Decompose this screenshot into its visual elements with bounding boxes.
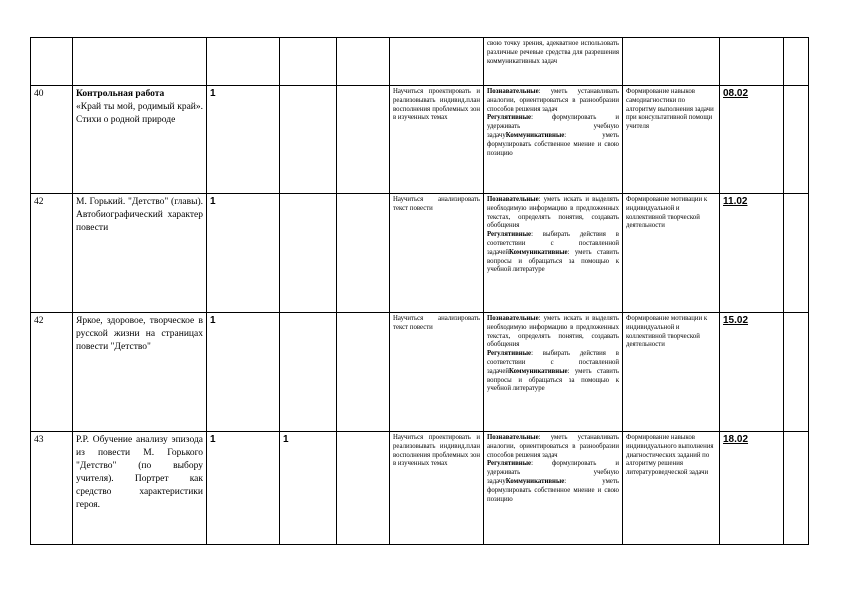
control-cell — [280, 86, 337, 194]
uud-text: : уметь ставить вопросы и обращаться за помощью к учебной литературе — [487, 248, 619, 274]
uud-label: Познавательные — [487, 315, 539, 322]
lesson-topic-cell — [73, 38, 207, 86]
lesson-topic-cell — [73, 313, 207, 432]
hours-cell — [207, 38, 280, 86]
empty-cell — [337, 313, 390, 432]
table-row — [31, 313, 809, 432]
uud-label: Коммуникативные — [508, 248, 568, 256]
goals-cell — [390, 194, 484, 313]
table-row — [31, 86, 809, 194]
control-cell — [280, 432, 337, 545]
personal-results: Формирование мотивации к индивидуальной и коллективной творческой деятельности — [626, 315, 708, 349]
uud-text: : уметь ставить вопросы и обращаться за помощью к учебной литературе — [487, 367, 619, 393]
uud-label: Познавательные — [487, 88, 539, 95]
date-cell — [720, 313, 784, 432]
uud-text: свою точку зрения, адекватное использовать различные речевые средства для разрешения коммуникативных задач — [487, 40, 619, 65]
control-cell — [280, 38, 337, 86]
uud-text: : формулировать и удерживать учебную задачу — [487, 460, 619, 485]
lesson-topic: М. Горький. "Детство" (главы). Автобиографический характер повести — [76, 197, 203, 233]
hours-cell — [207, 313, 280, 432]
extra-cell — [784, 194, 809, 313]
lesson-date: 18.02 — [723, 434, 749, 445]
uud-text: : уметь искать и выделять необходимую информацию в предложенных текстах, определять понятия, создавать обобщения — [487, 315, 619, 349]
hours-value: 1 — [210, 196, 216, 207]
lesson-topic-cell — [73, 432, 207, 545]
uud-text: : формулировать и удерживать учебную задачу — [487, 114, 619, 139]
hours-cell — [207, 194, 280, 313]
date-cell — [720, 38, 784, 86]
uud-text: : уметь устанавливать аналогии, ориентироваться в разнообразии способов решения задач — [487, 88, 619, 113]
personal-results-cell — [623, 86, 720, 194]
uud-label: Познавательные — [487, 434, 539, 441]
uud-label: Регулятивные — [487, 231, 532, 239]
control-value: 1 — [283, 434, 289, 445]
uud-cell — [484, 86, 623, 194]
learning-goals: Научиться анализировать текст повести — [393, 196, 480, 212]
lesson-topic-heading: Контрольная работа — [76, 89, 165, 99]
table-row — [31, 432, 809, 545]
lesson-date: 08.02 — [723, 88, 749, 99]
empty-cell — [337, 86, 390, 194]
uud-text: : уметь формулировать собственное мнение и свою позицию — [487, 131, 619, 157]
personal-results: Формирование навыков самодиагностики по алгоритму выполнения задачи при консультативной помощи учителя — [626, 88, 714, 131]
uud-label: Регулятивные — [487, 460, 532, 468]
lesson-topic-cell — [73, 86, 207, 194]
hours-cell — [207, 432, 280, 545]
lesson-topic: «Край ты мой, родимый край». Стихи о родной природе — [76, 102, 203, 125]
goals-cell — [390, 86, 484, 194]
uud-text: : уметь формулировать собственное мнение и свою позицию — [487, 477, 619, 503]
uud-label: Коммуникативные — [505, 477, 565, 485]
empty-cell — [337, 194, 390, 313]
lesson-number: 40 — [34, 89, 44, 99]
uud-label: Познавательные — [487, 196, 539, 203]
hours-cell — [207, 86, 280, 194]
extra-cell — [784, 86, 809, 194]
goals-cell — [390, 432, 484, 545]
learning-goals: Научиться проектировать и реализовывать индивид.план восполнения проблемных зон в изученных темах — [393, 434, 480, 468]
uud-cell — [484, 38, 623, 86]
uud-cell — [484, 432, 623, 545]
uud-label: Коммуникативные — [505, 131, 565, 139]
personal-results: Формирование навыков индивидуального выполнения диагностических заданий по алгоритму решения литературоведческой задачи — [626, 434, 714, 477]
date-cell — [720, 194, 784, 313]
hours-value: 1 — [210, 434, 216, 445]
personal-results-cell — [623, 432, 720, 545]
lesson-plan-table — [30, 37, 809, 545]
learning-goals: Научиться проектировать и реализовывать индивид.план восполнения проблемных зон в изученных темах — [393, 88, 480, 122]
lesson-topic-cell — [73, 194, 207, 313]
lesson-number: 42 — [34, 197, 44, 207]
uud-text: : уметь искать и выделять необходимую информацию в предложенных текстах, определять понятия, создавать обобщения — [487, 196, 619, 230]
lesson-number-cell — [31, 432, 73, 545]
uud-label: Регулятивные — [487, 114, 532, 122]
uud-text: : выбирать действия в соответствии с поставленной задачей — [487, 231, 619, 256]
date-cell — [720, 432, 784, 545]
extra-cell — [784, 38, 809, 86]
hours-value: 1 — [210, 315, 216, 326]
lesson-date: 11.02 — [723, 196, 748, 207]
goals-cell — [390, 38, 484, 86]
lesson-topic: Р.Р. Обучение анализу эпизода из повести М. Горького "Детство" (по выбору учителя). Портрет как средство характеристики героя. — [76, 435, 203, 510]
goals-cell — [390, 313, 484, 432]
extra-cell — [784, 432, 809, 545]
uud-cell — [484, 194, 623, 313]
personal-results-cell — [623, 38, 720, 86]
empty-cell — [337, 38, 390, 86]
lesson-date: 15.02 — [723, 315, 749, 326]
uud-text: : выбирать действия в соответствии с поставленной задачей — [487, 350, 619, 375]
control-cell — [280, 194, 337, 313]
table-row — [31, 194, 809, 313]
control-cell — [280, 313, 337, 432]
uud-text: : уметь устанавливать аналогии, ориентироваться в разнообразии способов решения задач — [487, 434, 619, 459]
table-row — [31, 38, 809, 86]
lesson-number-cell — [31, 86, 73, 194]
uud-label: Коммуникативные — [508, 367, 568, 375]
lesson-number-cell — [31, 313, 73, 432]
date-cell — [720, 86, 784, 194]
lesson-number-cell — [31, 38, 73, 86]
lesson-topic: Яркое, здоровое, творческое в русской жизни на страницах повести "Детство" — [76, 316, 203, 352]
personal-results: Формирование мотивации к индивидуальной и коллективной творческой деятельности — [626, 196, 708, 230]
lesson-number-cell — [31, 194, 73, 313]
lesson-number: 42 — [34, 316, 44, 326]
hours-value: 1 — [210, 88, 216, 99]
personal-results-cell — [623, 194, 720, 313]
empty-cell — [337, 432, 390, 545]
extra-cell — [784, 313, 809, 432]
personal-results-cell — [623, 313, 720, 432]
uud-cell — [484, 313, 623, 432]
learning-goals: Научиться анализировать текст повести — [393, 315, 480, 331]
uud-label: Регулятивные — [487, 350, 532, 358]
lesson-number: 43 — [34, 435, 44, 445]
table-body — [31, 38, 809, 545]
